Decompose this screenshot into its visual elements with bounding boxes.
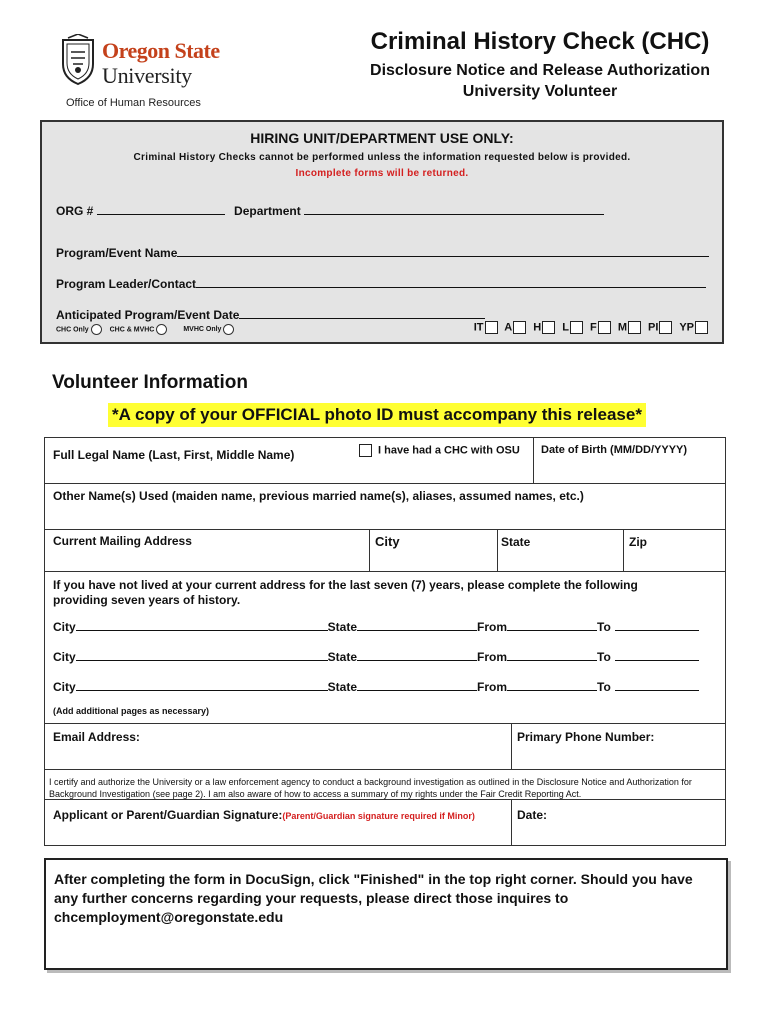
program-leader-field[interactable]: [196, 275, 706, 288]
history-note: [53, 578, 638, 608]
history-line[interactable]: [53, 618, 699, 634]
column-divider: [533, 438, 534, 483]
option-mvhc-only-radio[interactable]: [223, 324, 234, 335]
check-type-options: [56, 324, 240, 335]
anticipated-date-field[interactable]: [239, 306, 485, 319]
date-label: Date:: [517, 808, 548, 822]
history-to-label: To: [597, 650, 611, 664]
program-leader-row: [56, 275, 706, 291]
docusign-instructions: After completing the form in DocuSign, click "Finished" in the top right corner. Should you have any further concerns regarding your requests, please direct those inquires to chcemployment@oregonstate.edu: [54, 871, 693, 925]
office-label: Office of Human Resources: [66, 97, 201, 109]
photo-id-note: *A copy of your OFFICIAL photo ID must accompany this release*: [108, 403, 646, 427]
type-yp-label: YP: [679, 321, 694, 334]
type-f-checkbox[interactable]: [598, 321, 611, 334]
history-from-label: From: [477, 620, 508, 634]
form-subtitle: [320, 60, 760, 102]
hiring-unit-title: HIRING UNIT/DEPARTMENT USE ONLY:: [250, 130, 514, 146]
state-label: State: [501, 535, 531, 549]
osu-seal-icon: [60, 34, 96, 86]
type-f-label: F: [590, 321, 597, 334]
history-state-field[interactable]: [357, 618, 477, 631]
type-yp-checkbox[interactable]: [695, 321, 708, 334]
history-from-label: From: [477, 650, 508, 664]
type-l-checkbox[interactable]: [570, 321, 583, 334]
other-names-row[interactable]: [45, 484, 725, 530]
type-it-checkbox[interactable]: [485, 321, 498, 334]
logo-text-line2: University: [102, 63, 192, 88]
option-chc-mvhc-radio[interactable]: [156, 324, 167, 335]
full-name-label: Full Legal Name (Last, First, Middle Name): [53, 448, 295, 462]
option-chc-mvhc-label: CHC & MVHC: [109, 326, 155, 334]
history-state-label: State: [327, 620, 358, 634]
department-field[interactable]: [304, 202, 604, 215]
history-to-field[interactable]: [615, 648, 699, 661]
form-title: Criminal History Check (CHC): [370, 28, 710, 55]
option-chc-only-label: CHC Only: [56, 326, 89, 334]
certification-row: [45, 770, 725, 800]
option-chc-only-radio[interactable]: [91, 324, 102, 335]
name-row: [45, 438, 725, 484]
type-a-checkbox[interactable]: [513, 321, 526, 334]
type-a-label: A: [504, 321, 513, 334]
history-note-line2: providing seven years of history.: [53, 593, 241, 607]
type-pi-label: PI: [648, 321, 659, 334]
column-divider: [511, 800, 512, 845]
signature-label: Applicant or Parent/Guardian Signature:: [53, 808, 283, 822]
incomplete-warning: Incomplete forms will be returned.: [295, 168, 469, 179]
type-l-label: L: [562, 321, 569, 334]
org-field[interactable]: [97, 202, 225, 215]
history-state-field[interactable]: [357, 648, 477, 661]
department-label: Department: [234, 204, 301, 218]
history-state-label: State: [327, 650, 358, 664]
subtitle-line1: Disclosure Notice and Release Authorization: [370, 62, 710, 79]
history-city-label: City: [53, 680, 76, 694]
address-history-block: [45, 572, 725, 724]
mailing-address-label: Current Mailing Address: [53, 534, 192, 548]
certification-text: I certify and authorize the University or a law enforcement agency to conduct a background investigation as outlined in the Disclosure Notice and Authorization for Background Investigation (see page 2). I am also aware of how to access a summary of my rights under the Fair Credit Reporting Act.: [49, 777, 692, 799]
volunteer-section-title: Volunteer Information: [52, 372, 248, 393]
history-city-field[interactable]: [76, 678, 328, 691]
email-label: Email Address:: [53, 730, 140, 744]
zip-label: Zip: [629, 535, 647, 549]
program-event-row: [56, 244, 709, 260]
contact-row: [45, 724, 725, 770]
type-it-label: IT: [473, 321, 484, 334]
history-line[interactable]: [53, 648, 699, 664]
volunteer-form: [44, 437, 726, 846]
osu-logo: [60, 34, 230, 90]
program-event-field[interactable]: [177, 244, 709, 257]
org-row: [56, 202, 604, 218]
history-city-field[interactable]: [76, 618, 328, 631]
column-divider: [497, 530, 498, 571]
history-note-line1: If you have not lived at your current address for the last seven (7) years, please complete the following: [53, 578, 638, 592]
anticipated-date-label: Anticipated Program/Event Date: [56, 308, 240, 322]
other-names-label: Other Name(s) Used (maiden name, previous married name(s), aliases, assumed names, etc.): [53, 489, 584, 503]
column-divider: [623, 530, 624, 571]
history-from-label: From: [477, 680, 508, 694]
signature-minor-note: (Parent/Guardian signature required if Minor): [282, 811, 475, 821]
history-from-field[interactable]: [507, 678, 597, 691]
column-divider: [511, 724, 512, 769]
subtitle-line2: University Volunteer: [462, 83, 618, 100]
signature-line: [53, 808, 475, 822]
history-from-field[interactable]: [507, 648, 597, 661]
dob-label: Date of Birth (MM/DD/YYYY): [541, 444, 688, 456]
had-chc-checkbox[interactable]: [359, 444, 372, 457]
column-divider: [369, 530, 370, 571]
phone-label: Primary Phone Number:: [517, 730, 655, 744]
history-state-field[interactable]: [357, 678, 477, 691]
history-city-label: City: [53, 620, 76, 634]
org-label: ORG #: [56, 204, 94, 218]
history-state-label: State: [327, 680, 358, 694]
history-to-field[interactable]: [615, 678, 699, 691]
history-to-label: To: [597, 680, 611, 694]
had-chc-label: I have had a CHC with OSU: [378, 444, 520, 457]
program-leader-label: Program Leader/Contact: [56, 277, 197, 291]
type-pi-checkbox[interactable]: [659, 321, 672, 334]
type-h-label: H: [533, 321, 542, 334]
program-type-codes: [474, 321, 712, 334]
option-mvhc-only-label: MVHC Only: [183, 326, 222, 334]
history-to-label: To: [597, 620, 611, 634]
history-to-field[interactable]: [615, 618, 699, 631]
docusign-instructions-box: [44, 858, 728, 970]
history-city-label: City: [53, 650, 76, 664]
type-h-checkbox[interactable]: [542, 321, 555, 334]
city-label: City: [375, 534, 400, 549]
hiring-unit-box: [40, 120, 724, 344]
address-row: [45, 530, 725, 572]
anticipated-date-row: [56, 306, 485, 322]
had-chc-row: [359, 444, 520, 457]
program-event-label: Program/Event Name: [56, 246, 178, 260]
history-line[interactable]: [53, 678, 699, 694]
additional-pages-note: (Add additional pages as necessary): [53, 706, 210, 716]
type-m-label: M: [617, 321, 627, 334]
history-city-field[interactable]: [76, 648, 328, 661]
type-m-checkbox[interactable]: [628, 321, 641, 334]
logo-text-line1: Oregon State: [102, 38, 220, 63]
hiring-unit-note: Criminal History Checks cannot be performed unless the information requested below is provided.: [133, 152, 631, 163]
signature-row: [45, 800, 725, 845]
history-from-field[interactable]: [507, 618, 597, 631]
